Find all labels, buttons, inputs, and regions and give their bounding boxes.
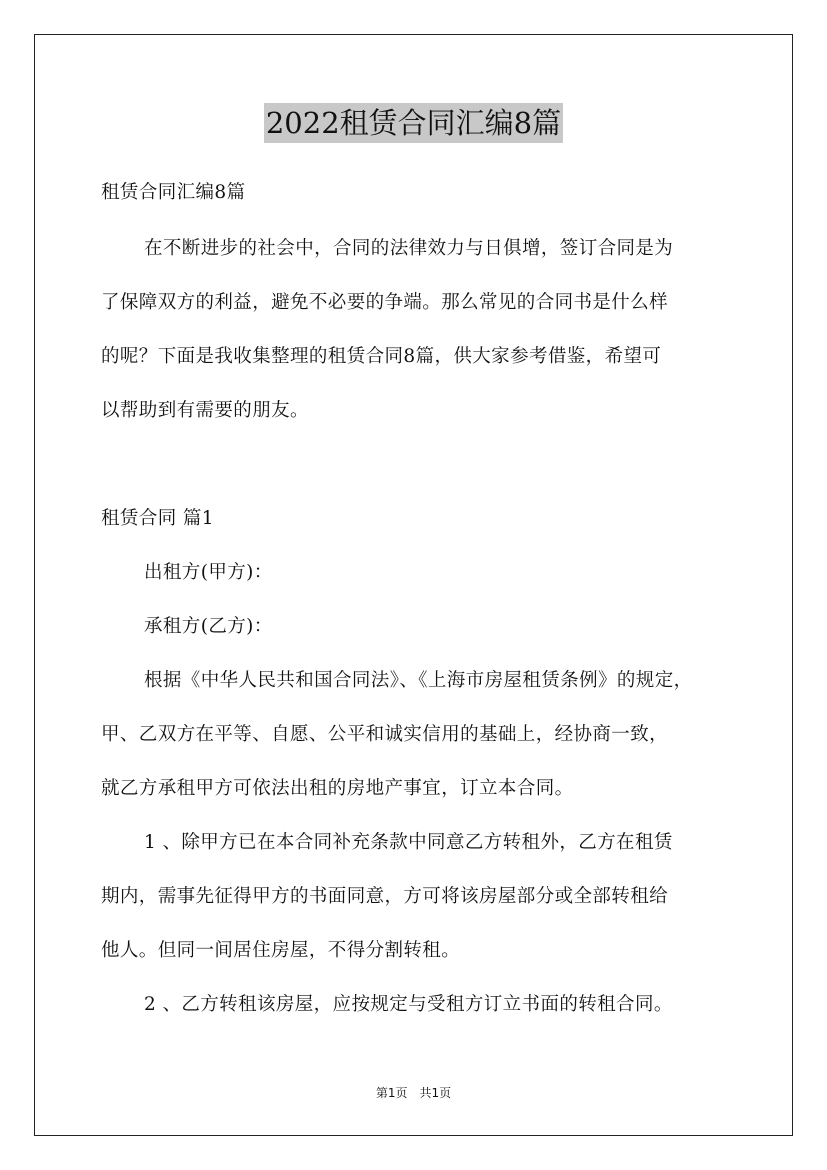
clause2-line: 2 、乙方转租该房屋，应按规定与受租方订立书面的转租合同。 [144, 994, 673, 1015]
document-subtitle: 租赁合同汇编8篇 [101, 182, 246, 203]
page-footer: 第1页 共1页 [375, 1086, 452, 1100]
basis-line-2: 甲、乙双方在平等、自愿、公平和诚实信用的基础上，经协商一致， [101, 724, 669, 745]
document-title: 2022租赁合同汇编8篇 [264, 103, 563, 143]
clause1-line-1: 1 、除甲方已在本合同补充条款中同意乙方转租外，乙方在租赁 [144, 832, 673, 853]
section-heading: 租赁合同 篇1 [101, 508, 214, 529]
clause1-line-3: 他人。但同一间居住房屋，不得分割转租。 [101, 940, 461, 961]
basis-line-3: 就乙方承租甲方可依法出租的房地产事宜，订立本合同。 [101, 778, 574, 799]
lessor-line: 出租方(甲方)： [144, 562, 273, 583]
clause1-line-2: 期内，需事先征得甲方的书面同意，方可将该房屋部分或全部转租给 [101, 886, 669, 907]
intro-line-4: 以帮助到有需要的朋友。 [101, 400, 309, 421]
title-container [0, 103, 827, 143]
intro-line-1: 在不断进步的社会中，合同的法律效力与日俱增，签订合同是为 [144, 238, 674, 259]
intro-line-2: 了保障双方的利益，避免不必要的争端。那么常见的合同书是什么样 [101, 292, 669, 313]
basis-line-1: 根据《中华人民共和国合同法》、《上海市房屋租赁条例》的规定， [144, 670, 693, 691]
intro-line-3: 的呢？下面是我收集整理的租赁合同8篇，供大家参考借鉴，希望可 [101, 346, 662, 367]
lessee-line: 承租方(乙方)： [144, 616, 273, 637]
